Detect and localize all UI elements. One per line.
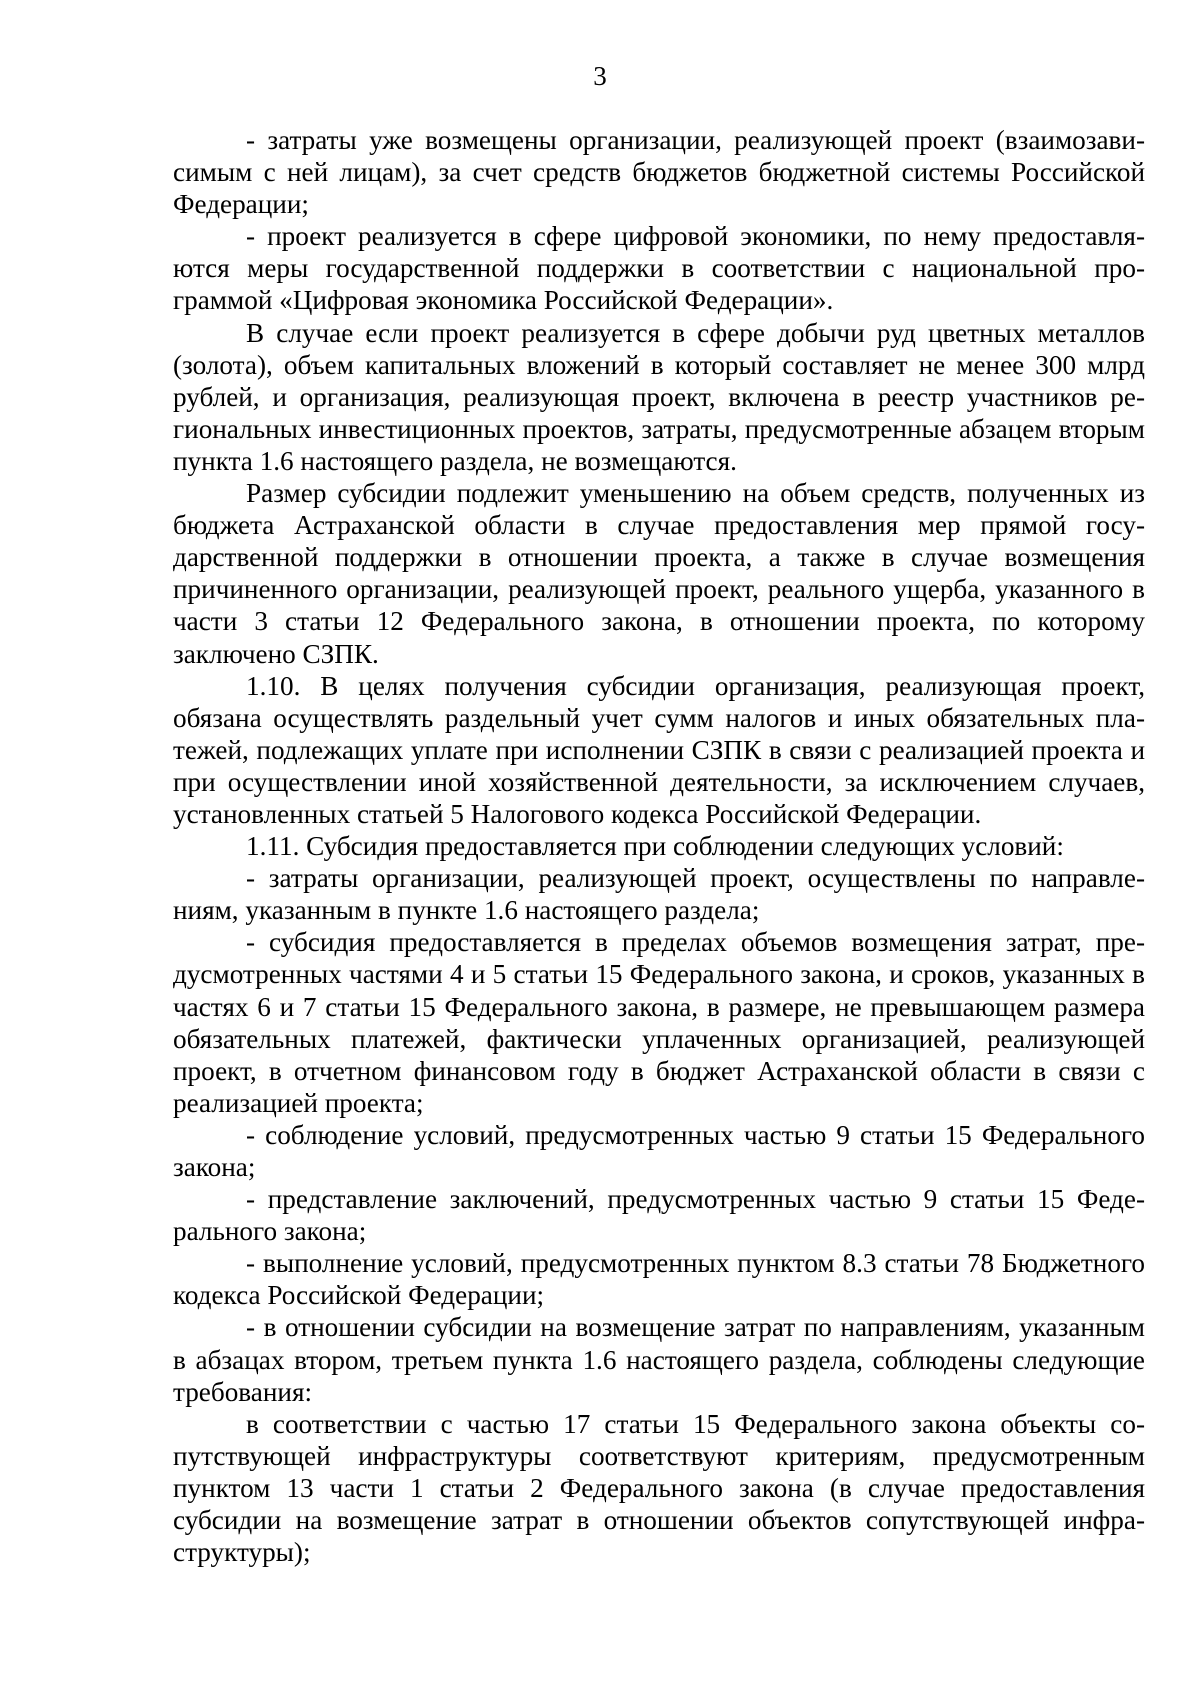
condition-budget-code-8-3: - выполнение условий, предусмотренных пунктом 8.3 статьи 78 Бюджетного кодекса Российской Федерации; xyxy=(173,1248,1145,1311)
paragraph-1-10-separate-accounting: 1.10. В целях получения субсидии организация, реализующая проект, обязана осуществлять раздельный учет сумм налогов и иных обязательных платежей, подлежащих уплате при исполнении СЗПК в связи с реализацией проекта и при осуществлении иной хозяйственной деятельности, за исключением случаев, установленных статьей 5 Налогового кодекса Российской Федерации. xyxy=(173,670,1145,829)
condition-requirements-intro: - в отношении субсидии на возмещение затрат по направлениям, указанным в абзацах втором, третьем пункта 1.6 настоящего раздела, соблюдены следующие требования: xyxy=(173,1312,1145,1407)
paragraph-expenses-already-compensated: - затраты уже возмещены организации, реализующей проект (взаимозависимым с ней лицам), за счет средств бюджетов бюджетной системы Российской Федерации; xyxy=(173,125,1145,220)
page-number: 3 xyxy=(593,61,607,91)
document-body xyxy=(173,124,1145,1568)
paragraph-gold-mining: В случае если проект реализуется в сфере добычи руд цветных металлов (золота), объем капитальных вложений в который составляет не менее 300 млрд рублей, и организация, реализующая проект, включена в реестр участников региональных инвестиционных проектов, затраты, предусмотренные абзацем вторым пункта 1.6 настоящего раздела, не возмещаются. xyxy=(173,317,1145,476)
paragraph-digital-economy: - проект реализуется в сфере цифровой экономики, по нему предоставляются меры государственной поддержки в соответствии с национальной программой «Цифровая экономика Российской Федерации». xyxy=(173,221,1145,316)
condition-conclusions-submitted: - представление заключений, предусмотренных частью 9 статьи 15 Федерального закона; xyxy=(173,1184,1145,1247)
condition-part-9-compliance: - соблюдение условий, предусмотренных частью 9 статьи 15 Федерального закона; xyxy=(173,1119,1145,1182)
paragraph-1-11-conditions: 1.11. Субсидия предоставляется при соблюдении следующих условий: xyxy=(246,831,1064,862)
condition-expense-directions: - затраты организации, реализующей проект, осуществлены по направлениям, указанным в пункте 1.6 настоящего раздела; xyxy=(173,863,1145,926)
requirement-infrastructure-criteria: в соответствии с частью 17 статьи 15 Федерального закона объекты сопутствующей инфраструктуры соответствуют критериям, предусмотренным пунктом 13 части 1 статьи 2 Федерального закона (в случае предоставления субсидии на возмещение затрат в отношении объектов сопутствующей инфраструктуры); xyxy=(173,1408,1145,1568)
paragraph-subsidy-reduction: Размер субсидии подлежит уменьшению на объем средств, полученных из бюджета Астраханской области в случае предоставления мер прямой государственной поддержки в отношении проекта, а также в случае возмещения причиненного организации, реализующей проект, реального ущерба, указанного в части 3 статьи 12 Федерального закона, в отношении проекта, по которому заключено СЗПК. xyxy=(173,478,1145,669)
condition-subsidy-limits: - субсидия предоставляется в пределах объемов возмещения затрат, предусмотренных частями 4 и 5 статьи 15 Федерального закона, и сроков, указанных в частях 6 и 7 статьи 15 Федерального закона, в размере, не превышающем размера обязательных платежей, фактически уплаченных организацией, реализующей проект, в отчетном финансовом году в бюджет Астраханской области в связи с реализацией проекта; xyxy=(173,927,1145,1118)
